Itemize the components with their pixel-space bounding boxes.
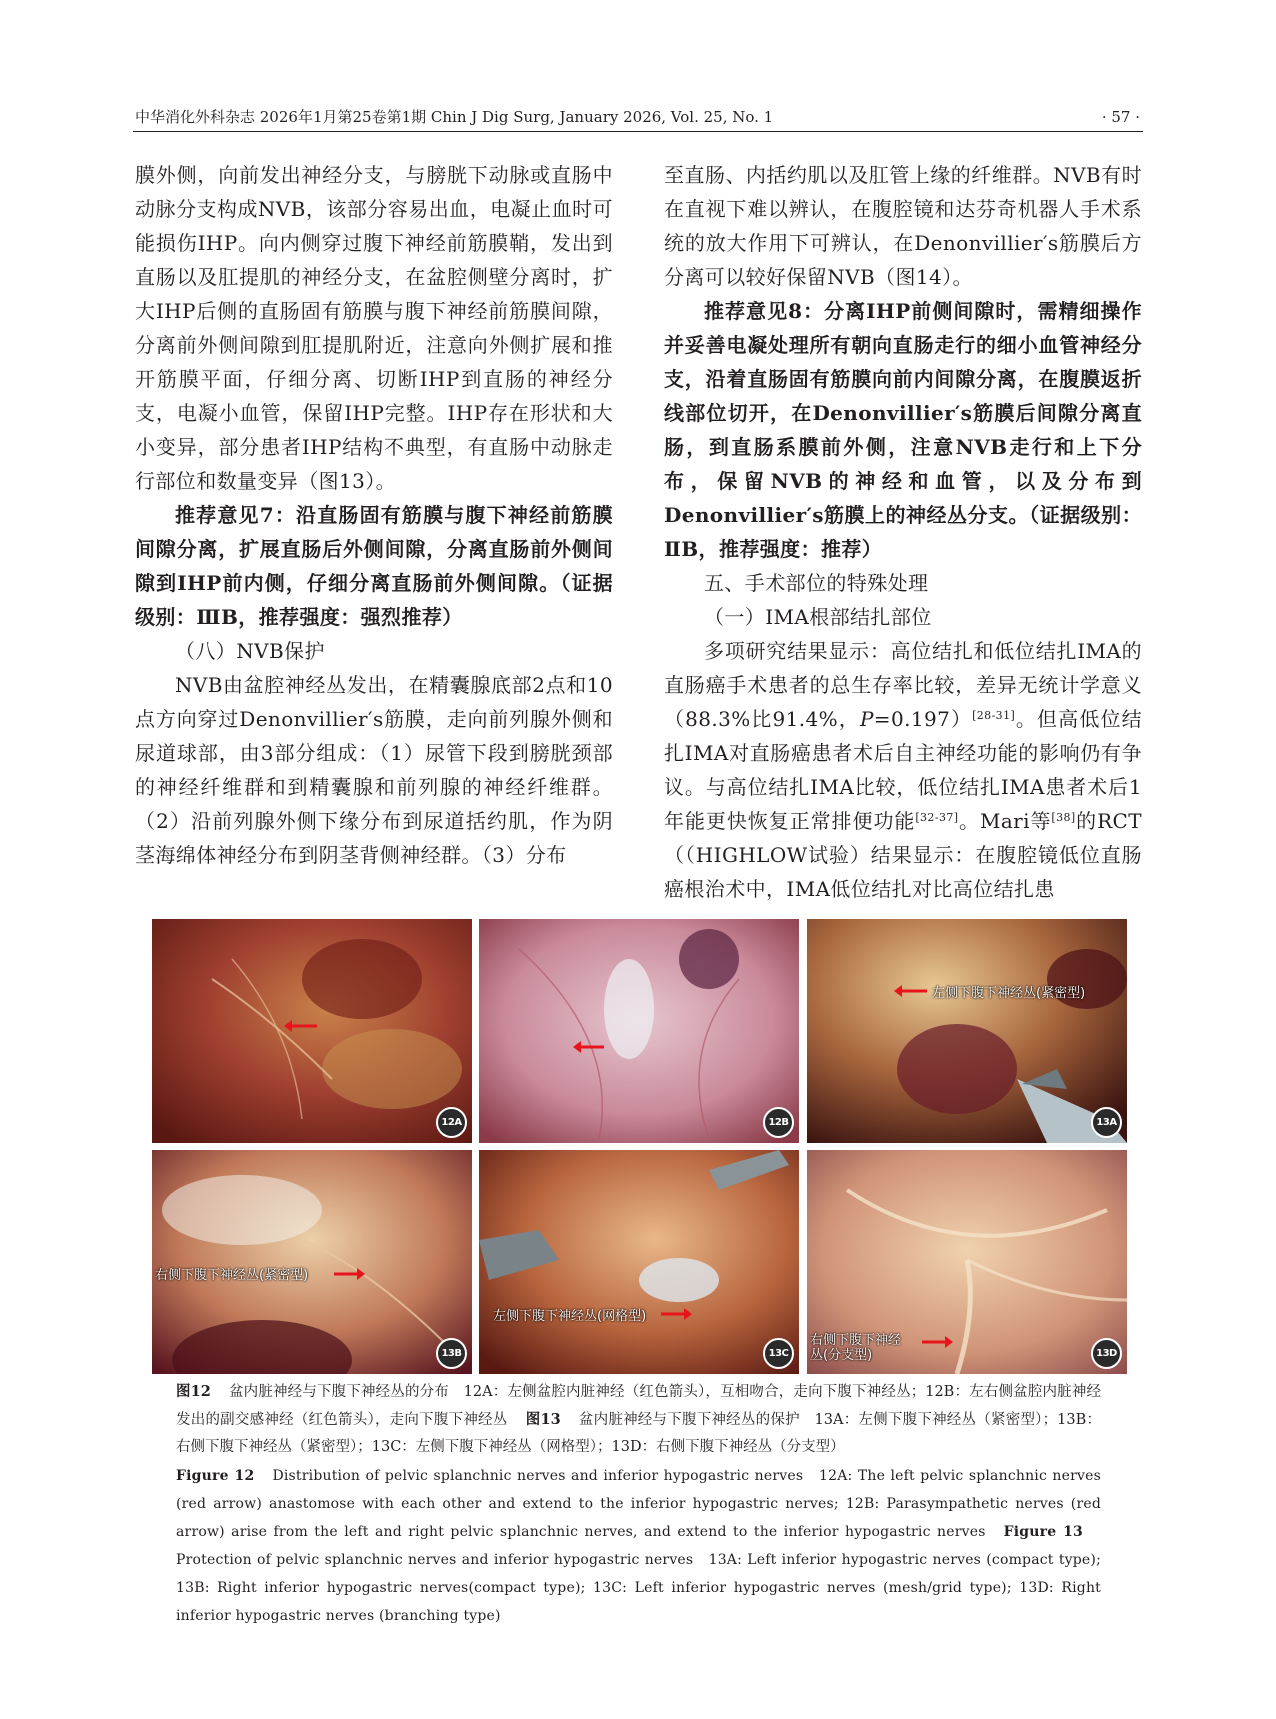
figure-12-caption: 盆内脏神经与下腹下神经丛的分布 12A：左侧盆腔内脏神经（红色箭头），互相吻合，走向下腹下神经丛；12B：左右侧盆腔内脏神经发出的副交感神经（红色箭头），走向下腹下神经丛 (176, 1384, 1101, 1428)
figure-caption-chinese (176, 1378, 1101, 1461)
subsection-heading: （一）IMA根部结扎部位 (704, 605, 932, 629)
paragraph: 多项研究结果显示：高位结扎和低位结扎IMA的直肠癌手术患者的总生存率比较，差异无统计学意义（88.3%比91.4%，P=0.197）[28-31]。但高低位结扎IMA对直肠癌患者术后自主神经功能的影响仍有争议。与高位结扎IMA比较，低位结扎IMA患者术后1年能更快恢复正常排便功能[32-37]。Mari等[38]的RCT（（HIGHLOW试验）结果显示：在腹腔镜低位直肠癌根治术中，IMA低位结扎对比高位结扎患 (664, 639, 1142, 901)
figure-12-caption: Distribution of pelvic splanchnic nerves and inferior hypogastric nerves 12A: The left pelvic splanchnic nerves (red arrow) anastomose with each other and extend to the inferior hypogastric nerves; 12B: Parasympathetic nerves (red arrow) arise from the left and right pelvic splanchnic nerves, and extend to the inferior hypogastric nerves (176, 1468, 1101, 1540)
surgical-photo (152, 919, 472, 1143)
citation: [28-31] (972, 709, 1016, 722)
panel-13a (807, 919, 1127, 1143)
paragraph: 膜外侧，向前发出神经分支，与膀胱下动脉或直肠中动脉分支构成NVB，该部分容易出血，电凝止血时可能损伤IHP。向内侧穿过腹下神经前筋膜鞘，发出到直肠以及肛提肌的神经分支，在盆腔侧壁分离时，扩大IHP后侧的直肠固有筋膜与腹下神经前筋膜间隙，分离前外侧间隙到肛提肌附近，注意向外侧扩展和推开筋膜平面，仔细分离、切断IHP到直肠的神经分支，电凝小血管，保留IHP完整。IHP存在形状和大小变异，部分患者IHP结构不典型，有直肠中动脉走行部位和数量变异（图13）。 (135, 163, 613, 493)
right-column (664, 158, 1142, 906)
recommendation-8: 推荐意见8：分离IHP前侧间隙时，需精细操作并妥善电凝处理所有朝向直肠走行的细小血管神经分支，沿着直肠固有筋膜向前内间隙分离，在腹膜返折线部位切开，在Denonvillier′s筋膜后间隙分离直肠，到直肠系膜前外侧，注意NVB走行和上下分布，保留NVB的神经和血管，以及分布到Denonvillier′s筋膜上的神经丛分支。（证据级别：ⅡB，推荐强度：推荐） (664, 299, 1142, 561)
figure-13-caption: Protection of pelvic splanchnic nerves and inferior hypogastric nerves 13A: Left inferior hypogastric nerves (compact type); 13B: Right inferior hypogastric nerves(compact type); 13C: Left inferior hypogastric nerves (mesh/grid type); 13D: Right inferior hypogastric nerves (branching type) (176, 1552, 1101, 1624)
panel-annotation: 右侧下腹下神经丛(分支型) (810, 1333, 902, 1363)
surgical-photo (479, 919, 799, 1143)
panel-label: 13D (1091, 1338, 1122, 1369)
panel-12b (479, 919, 799, 1143)
section-heading: 五、手术部位的特殊处理 (704, 571, 929, 595)
panel-13c (479, 1150, 799, 1374)
header-divider (133, 131, 1143, 132)
panel-label: 12A (436, 1107, 467, 1138)
recommendation-7: 推荐意见7：沿直肠固有筋膜与腹下神经前筋膜间隙分离，扩展直肠后外侧间隙，分离直肠前外侧间隙到IHP前内侧，仔细分离直肠前外侧间隙。（证据级别：ⅢB，推荐强度：强烈推荐） (135, 503, 613, 629)
panel-13b (152, 1150, 472, 1374)
panel-label: 12B (763, 1107, 794, 1138)
figure-12-label: 图12 (176, 1383, 211, 1400)
figure-13-label: 图13 (525, 1411, 561, 1428)
panel-annotation: 左侧下腹下神经丛(紧密型) (932, 986, 1086, 1001)
panel-12a (152, 919, 472, 1143)
figure-caption-english (176, 1462, 1101, 1630)
left-column (135, 158, 613, 872)
figure-12-13-grid (152, 919, 1127, 1374)
figure-12-label: Figure 12 (176, 1468, 255, 1484)
paragraph: NVB由盆腔神经丛发出，在精囊腺底部2点和10点方向穿过Denonvillier′s筋膜，走向前列腺外侧和尿道球部，由3部分组成：（1）尿管下段到膀胱颈部的神经纤维群和到精囊腺和前列腺的神经纤维群。（2）沿前列腺外侧下缘分布到尿道括约肌，作为阴茎海绵体神经分布到阴茎背侧神经群。（3）分布 (135, 673, 613, 867)
figure-13-caption: 盆内脏神经与下腹下神经丛的保护 13A：左侧下腹下神经丛（紧密型）；13B：右侧下腹下神经丛（紧密型）；13C：左侧下腹下神经丛（网格型）；13D：右侧下腹下神经丛（分支型） (176, 1412, 1101, 1455)
figure-13-label: Figure 13 (1003, 1524, 1083, 1540)
panel-annotation: 左侧下腹下神经丛(网格型) (493, 1309, 647, 1324)
panel-label: 13A (1091, 1107, 1122, 1138)
journal-citation: 中华消化外科杂志 2026年1月第25卷第1期 Chin J Dig Surg, January 2026, Vol. 25, No. 1 (135, 108, 774, 126)
citation: [32-37] (915, 811, 959, 824)
panel-label: 13C (763, 1338, 794, 1369)
citation: [38] (1051, 811, 1076, 824)
page-number: · 57 · (1101, 108, 1140, 126)
surgical-photo (152, 1150, 472, 1374)
panel-label: 13B (436, 1338, 467, 1369)
surgical-photo (479, 1150, 799, 1374)
paragraph: 至直肠、内括约肌以及肛管上缘的纤维群。NVB有时在直视下难以辨认，在腹腔镜和达芬奇机器人手术系统的放大作用下可辨认，在Denonvillier′s筋膜后方分离可以较好保留NVB（图14）。 (664, 163, 1142, 289)
running-header (135, 106, 1140, 128)
section-heading: （八）NVB保护 (175, 639, 325, 663)
panel-annotation: 右侧下腹下神经丛(紧密型) (155, 1268, 309, 1283)
surgical-photo (807, 919, 1127, 1143)
panel-13d (807, 1150, 1127, 1374)
